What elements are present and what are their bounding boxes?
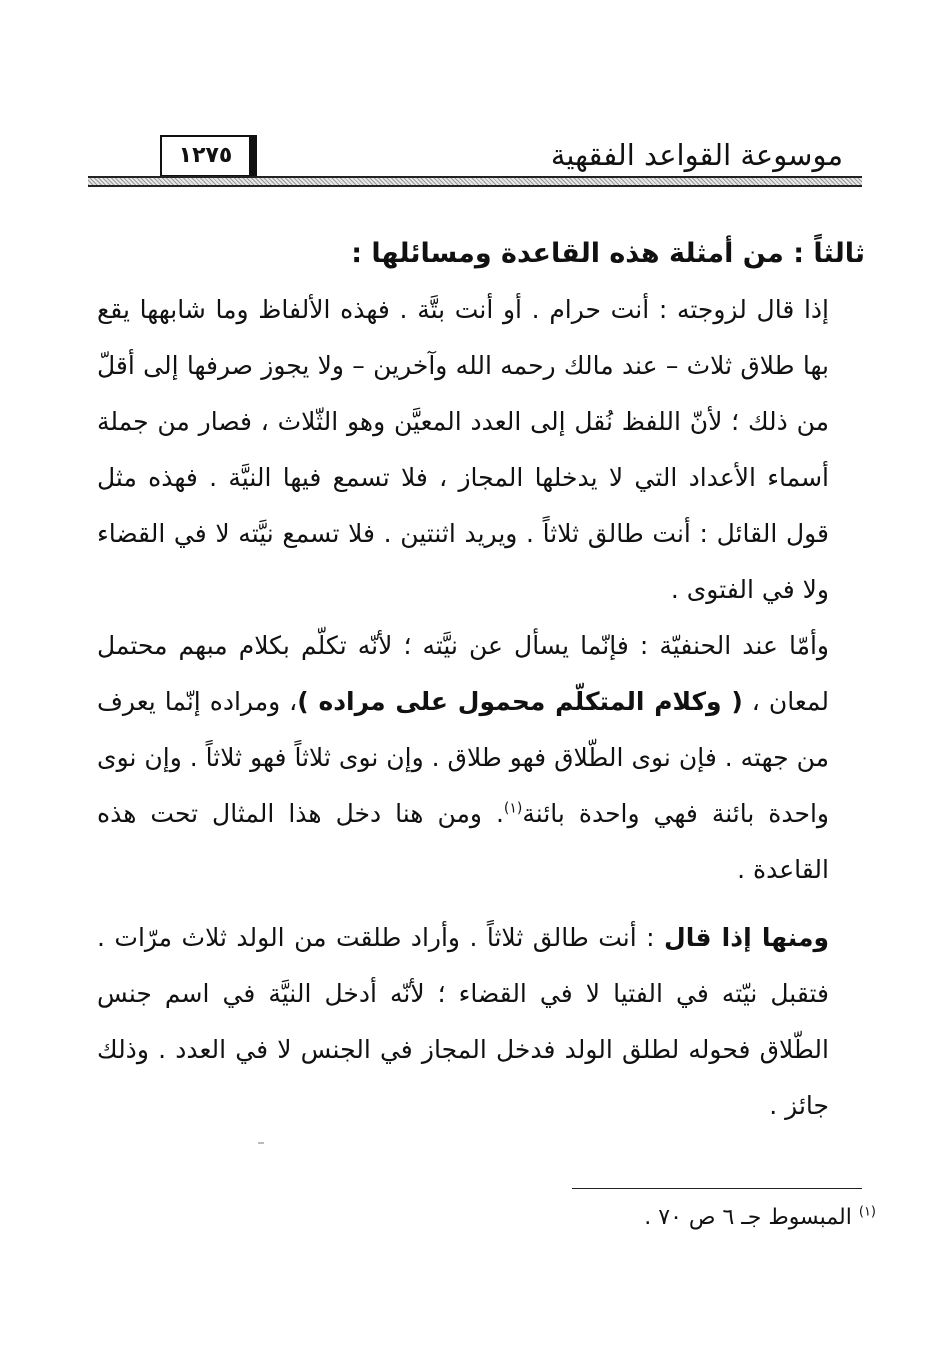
- paragraph-1: إذا قال لزوجته : أنت حرام . أو أنت بتَّة . فهذه الألفاظ وما شابهها يقع بها طلاق ثلاث – عند مالك رحمه الله وآخرين – ولا يجوز صرفها إلى أقلّ من ذلك ؛ لأنّ اللفظ نُقل إلى العدد المعيَّن وهو الثّلاث ، فصار من جملة أسماء الأعداد التي لا يدخلها المجاز ، فلا تسمع فيها النيَّة . فهذه مثل قول القائل : أنت طالق ثلاثاً . ويريد اثنتين . فلا تسمع نيَّته لا في القضاء ولا في الفتوى .: [97, 295, 829, 604]
- book-title: موسوعة القواعد الفقهية: [550, 138, 843, 172]
- footnote-marker: (١): [858, 1204, 876, 1220]
- section-heading: ثالثاً : من أمثلة هذه القاعدة ومسائلها :: [351, 238, 865, 269]
- paragraph-2-text-a: وأمّا عند الحنفيّة : فإنّما يسأل عن نيَّته ؛ لأنّه تكلّم بكلام مبهم محتمل لمعان ،: [97, 631, 830, 716]
- paragraph-3-lead: ومنها إذا قال: [664, 923, 829, 952]
- paragraph-3: [97, 910, 865, 1134]
- page-number: ١٢٧٥: [160, 135, 257, 177]
- paragraph-3-text: : أنت طالق ثلاثاً . وأراد طلقت من الولد ثلاث مرّات . فتقبل نيّته في الفتيا لا في القضاء ؛ لأنّه أدخل النيَّة في اسم جنس الطّلاق فحوله لطلق الولد فدخل المجاز في الجنس لا في العدد . وذلك جائز .: [97, 923, 829, 1120]
- scan-speck: [258, 1142, 264, 1144]
- footnote-reference[interactable]: (١): [503, 800, 523, 817]
- footnote-text: المبسوط جـ ٦ ص ٧٠ .: [644, 1205, 852, 1230]
- main-text: [97, 226, 865, 1134]
- paragraph-2-rule-quote: ( وكلام المتكلّم محمول على مراده ): [297, 687, 743, 716]
- paragraph-2-text-b: ، ومراده إنّما يعرف من جهته . فإن نوى الطّلاق فهو طلاق . وإن نوى ثلاثاً فهو ثلاثاً . وإن نوى واحدة بائنة فهي واحدة بائنة: [97, 687, 830, 828]
- paragraph-2-text-c: . ومن هنا دخل هذا المثال تحت هذه القاعدة .: [97, 799, 829, 884]
- header-rule: [88, 176, 862, 187]
- paragraph-2: [97, 618, 865, 898]
- footnote: [644, 1205, 876, 1230]
- footnote-rule: [572, 1188, 862, 1189]
